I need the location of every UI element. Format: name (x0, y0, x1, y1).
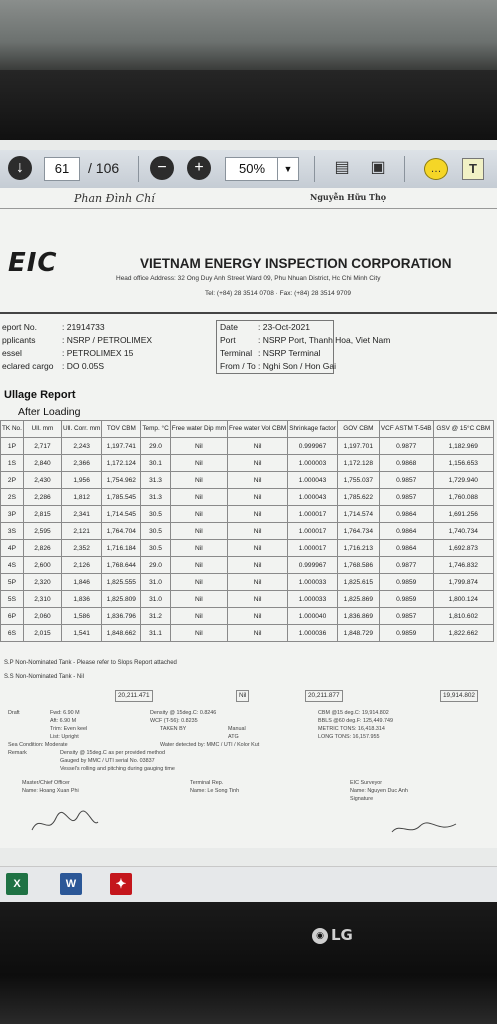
column-header: GSV @ 15°C CBM (433, 421, 493, 438)
table-cell: Nil (228, 591, 288, 608)
table-cell: 0.9859 (379, 591, 433, 608)
signature-label: Signature (350, 796, 374, 802)
table-cell: 2,286 (23, 489, 61, 506)
table-cell: Nil (170, 625, 227, 642)
table-cell: Nil (170, 506, 227, 523)
table-cell: 1,836.869 (337, 608, 379, 625)
table-cell: 1,825.809 (102, 591, 141, 608)
table-cell: 1,691.256 (433, 506, 493, 523)
table-cell: 0.9857 (379, 472, 433, 489)
table-cell: Nil (170, 523, 227, 540)
table-cell: 1,729.940 (433, 472, 493, 489)
table-cell: Nil (170, 608, 227, 625)
table-cell: 5P (1, 574, 24, 591)
water-detected: Water detected by: MMC / UTI / Kolor Kut (160, 742, 260, 748)
zoom-level-input[interactable]: 50% (225, 157, 279, 181)
table-cell: 1,197.701 (337, 438, 379, 455)
table-cell: 30.1 (141, 455, 170, 472)
monitor-bezel-bottom (0, 902, 497, 1024)
column-header: Free water Dip mm (170, 421, 227, 438)
table-cell: 1.000033 (288, 574, 338, 591)
gauged-note: Gauged by MMC / UTI serial No. 03837 (60, 758, 155, 764)
table-cell: 2,815 (23, 506, 61, 523)
table-cell: 31.3 (141, 489, 170, 506)
bbls-total: BBLS @60 deg.F: 125,449.749 (318, 718, 394, 724)
table-cell: 1,956 (62, 472, 102, 489)
table-cell: 1,764.704 (102, 523, 141, 540)
table-cell: 2,060 (23, 608, 61, 625)
surveyor-signature-scribble (390, 818, 460, 838)
table-cell: 1,768.644 (102, 557, 141, 574)
page-break (0, 208, 497, 209)
table-cell: 1.000043 (288, 472, 338, 489)
table-cell: Nil (170, 455, 227, 472)
total-gov: 20,211.877 (305, 690, 343, 702)
table-cell: Nil (170, 489, 227, 506)
ullage-table (0, 420, 494, 642)
table-cell: Nil (228, 540, 288, 557)
sea-condition: Sea Condition: Moderate (8, 742, 68, 748)
table-cell: 1,714.545 (102, 506, 141, 523)
fit-width-icon[interactable]: ▣ (370, 159, 386, 176)
table-cell: 0.999967 (288, 438, 338, 455)
table-cell: 2S (1, 489, 24, 506)
table-cell: Nil (170, 472, 227, 489)
page-number-input[interactable]: 61 (44, 157, 80, 181)
table-cell: 30.5 (141, 506, 170, 523)
table-cell: Nil (228, 472, 288, 489)
total-tov: 20,211.471 (115, 690, 153, 702)
table-cell: 1,822.662 (433, 625, 493, 642)
table-cell: 2,352 (62, 540, 102, 557)
taskbar (0, 866, 497, 903)
table-cell: 31.0 (141, 591, 170, 608)
date-label: Date (220, 322, 238, 332)
table-cell: Nil (170, 557, 227, 574)
table-cell: 2,243 (62, 438, 102, 455)
table-cell: 29.0 (141, 557, 170, 574)
word-icon[interactable]: W (60, 873, 82, 895)
table-cell: 0.9864 (379, 523, 433, 540)
column-header: TK No. (1, 421, 24, 438)
table-cell: Nil (170, 591, 227, 608)
long-tons: LONG TONS: 16,157.955 (318, 734, 380, 740)
table-cell: 6P (1, 608, 24, 625)
column-header: Temp. °C (141, 421, 170, 438)
table-cell: 1.000017 (288, 540, 338, 557)
table-cell: 0.9877 (379, 557, 433, 574)
table-cell: Nil (228, 557, 288, 574)
surveyor-label: EIC Surveyor (350, 780, 383, 786)
metric-tons: METRIC TONS: 16,418.314 (318, 726, 385, 732)
column-header: Ull. mm (23, 421, 61, 438)
master-signature-scribble (30, 808, 100, 838)
report-no-label: eport No. (2, 322, 37, 332)
table-cell: 0.9868 (379, 455, 433, 472)
table-cell: 6S (1, 625, 24, 642)
from-to-label: From / To (220, 361, 256, 371)
master-label: Master/Chief Officer (22, 780, 70, 786)
table-cell: 2,366 (62, 455, 102, 472)
cargo-label: eclared cargo (2, 361, 54, 371)
from-to: : Nghi Son / Hon Gai (258, 361, 336, 371)
table-cell: 1.000017 (288, 506, 338, 523)
sign-icon[interactable]: T (462, 158, 484, 180)
density: Density @ 15deg.C: 0.8246 (150, 710, 217, 716)
trim: Trim: Even keel (50, 726, 88, 732)
table-cell: 30.5 (141, 540, 170, 557)
arrow-down-icon[interactable]: ↓ (8, 156, 32, 180)
table-cell: 1,760.088 (433, 489, 493, 506)
table-row (1, 608, 494, 625)
table-cell: 0.9864 (379, 540, 433, 557)
table-cell: 2,121 (62, 523, 102, 540)
table-cell: 1,800.124 (433, 591, 493, 608)
master-name: Name: Hoang Xuan Phi (22, 788, 79, 794)
table-cell: 1,785.622 (337, 489, 379, 506)
dropdown-icon[interactable]: ▼ (277, 157, 299, 181)
lg-brand-logo (312, 926, 353, 944)
table-cell: 2,595 (23, 523, 61, 540)
table-cell: 2,826 (23, 540, 61, 557)
draft-fwd: Fwd: 6.90 M (50, 710, 80, 716)
table-row (1, 591, 494, 608)
surveyor-name: Name: Nguyen Duc Anh (350, 788, 408, 794)
table-cell: 1,825.555 (102, 574, 141, 591)
table-cell: 2,015 (23, 625, 61, 642)
table-cell: 1,825.615 (337, 574, 379, 591)
table-cell: 31.1 (141, 625, 170, 642)
table-row (1, 574, 494, 591)
total-free-water: Nil (236, 690, 249, 702)
toolbar-divider (138, 156, 139, 182)
table-cell: 1,172.124 (102, 455, 141, 472)
table-cell: 3P (1, 506, 24, 523)
comment-icon[interactable]: … (424, 158, 448, 180)
table-cell: 5S (1, 591, 24, 608)
table-cell: 0.999967 (288, 557, 338, 574)
port-label: Port (220, 335, 236, 345)
wcf: WCF (T-56): 0.8235 (150, 718, 198, 724)
draft-label: Draft (8, 710, 20, 716)
table-cell: Nil (228, 455, 288, 472)
table-cell: 0.9857 (379, 608, 433, 625)
table-cell: 1,799.874 (433, 574, 493, 591)
table-row (1, 540, 494, 557)
table-cell: 1,836.796 (102, 608, 141, 625)
table-cell: 1,586 (62, 608, 102, 625)
table-cell: 1.000036 (288, 625, 338, 642)
table-cell: 1,785.545 (102, 489, 141, 506)
table-cell: 31.2 (141, 608, 170, 625)
port: : NSRP Port, Thanh Hoa, Viet Nam (258, 335, 391, 345)
vessel: : PETROLIMEX 15 (62, 348, 134, 358)
company-name: VIETNAM ENERGY INSPECTION CORPORATION (140, 256, 452, 271)
table-row (1, 472, 494, 489)
column-header: TOV CBM (102, 421, 141, 438)
excel-icon[interactable]: X (6, 873, 28, 895)
table-cell: 1,692.873 (433, 540, 493, 557)
table-cell: 1,848.662 (102, 625, 141, 642)
table-cell: 1,812 (62, 489, 102, 506)
table-cell: 1S (1, 455, 24, 472)
terminal: : NSRP Terminal (258, 348, 321, 358)
table-cell: 4S (1, 557, 24, 574)
table-cell: 1,746.832 (433, 557, 493, 574)
density-note: Density @ 15deg.C as per provided method (60, 750, 165, 756)
taken-manual: Manual (228, 726, 246, 732)
table-cell: Nil (228, 608, 288, 625)
table-cell: 1,740.734 (433, 523, 493, 540)
column-header: GOV CBM (337, 421, 379, 438)
applicants: : NSRP / PETROLIMEX (62, 335, 153, 345)
page-total: / 106 (88, 160, 120, 176)
lg-brand-text: LG (331, 926, 353, 944)
table-cell: 31.3 (141, 472, 170, 489)
toolbar-divider (404, 156, 405, 182)
table-cell: 1,810.602 (433, 608, 493, 625)
remark-label: Remark (8, 750, 27, 756)
toolbar-divider (314, 156, 315, 182)
report-subtitle: After Loading (18, 406, 81, 418)
table-row (1, 523, 494, 540)
eic-logo: EIC (8, 248, 58, 278)
table-cell: Nil (228, 625, 288, 642)
table-cell: 2P (1, 472, 24, 489)
taken-by: TAKEN BY (160, 726, 187, 732)
table-cell: 0.9857 (379, 489, 433, 506)
table-row (1, 455, 494, 472)
company-address: Head office Address: 32 Ong Duy Anh Street Ward 09, Phu Nhuan District, Hc Chi Minh City (116, 275, 381, 282)
table-cell: 2,717 (23, 438, 61, 455)
table-cell: 1,182.969 (433, 438, 493, 455)
monitor-bezel-top (0, 70, 497, 140)
table-cell: 0.9864 (379, 506, 433, 523)
date: : 23-Oct-2021 (258, 322, 310, 332)
table-cell: 1,836 (62, 591, 102, 608)
table-cell: 1,172.128 (337, 455, 379, 472)
terminal-rep-name: Name: Le Song Tinh (190, 788, 240, 794)
table-cell: 30.5 (141, 523, 170, 540)
table-row (1, 625, 494, 642)
cbm-total: CBM @15 deg.C: 19,914.802 (318, 710, 389, 716)
table-cell: 2,840 (23, 455, 61, 472)
pdf-page (0, 188, 497, 848)
lg-circle-icon: ◉ (312, 928, 328, 944)
signature-left: Phan Đình Chí (74, 192, 155, 205)
table-cell: 1P (1, 438, 24, 455)
vessel-label: essel (2, 348, 22, 358)
company-phone: Tel: (+84) 28 3514 0708 · Fax: (+84) 28 3514 9709 (205, 290, 351, 297)
applicants-label: pplicants (2, 335, 36, 345)
table-row (1, 438, 494, 455)
table-cell: 1,754.962 (102, 472, 141, 489)
table-cell: 1,714.574 (337, 506, 379, 523)
zoom-out-icon[interactable]: − (150, 156, 174, 180)
table-cell: 1.000033 (288, 591, 338, 608)
table-cell: Nil (228, 523, 288, 540)
table-cell: Nil (170, 438, 227, 455)
table-cell: Nil (228, 506, 288, 523)
terminal-label: Terminal (220, 348, 253, 358)
table-cell: Nil (228, 574, 288, 591)
table-cell: Nil (228, 438, 288, 455)
terminal-rep-label: Terminal Rep. (190, 780, 224, 786)
table-cell: 1.000003 (288, 455, 338, 472)
column-header: Shrinkage factor (288, 421, 338, 438)
report-title: Ullage Report (4, 389, 76, 401)
table-cell: 2,320 (23, 574, 61, 591)
vessel-note: Vessel's rolling and pitching during gauging time (60, 766, 175, 772)
table-cell: 29.0 (141, 438, 170, 455)
table-cell: 3S (1, 523, 24, 540)
table-cell: 2,600 (23, 557, 61, 574)
table-cell: Nil (170, 540, 227, 557)
table-cell: 31.0 (141, 574, 170, 591)
table-cell: 1.000043 (288, 489, 338, 506)
table-row (1, 489, 494, 506)
column-header: Free water Vol CBM (228, 421, 288, 438)
table-cell: 1.000017 (288, 523, 338, 540)
note-slop-port: S.P Non-Nominated Tank - Please refer to Slops Report attached (4, 660, 177, 666)
zoom-in-icon[interactable]: + (187, 156, 211, 180)
table-cell: 0.9859 (379, 574, 433, 591)
note-slop-stbd: S.S Non-Nominated Tank - Nil (4, 674, 84, 680)
table-cell: 1,846 (62, 574, 102, 591)
table-cell: 1,716.213 (337, 540, 379, 557)
pdf-toolbar (0, 150, 497, 189)
table-cell: 1,716.184 (102, 540, 141, 557)
table-row (1, 506, 494, 523)
table-cell: 1,764.734 (337, 523, 379, 540)
table-cell: 0.9877 (379, 438, 433, 455)
report-no: : 21914733 (62, 322, 105, 332)
background-wall (0, 0, 497, 70)
column-header: VCF ASTM T-54B (379, 421, 433, 438)
table-header-row (1, 421, 494, 438)
table-cell: 1,768.586 (337, 557, 379, 574)
table-cell: 2,126 (62, 557, 102, 574)
table-cell: 1.000040 (288, 608, 338, 625)
table-cell: 2,341 (62, 506, 102, 523)
signature-right: Nguyễn Hữu Thọ (310, 192, 387, 202)
draft-aft: Aft: 6.90 M (50, 718, 77, 724)
table-cell: 1,825.869 (337, 591, 379, 608)
table-row (1, 557, 494, 574)
table-cell: 2,310 (23, 591, 61, 608)
table-cell: Nil (228, 489, 288, 506)
table-cell: Nil (170, 574, 227, 591)
table-cell: 4P (1, 540, 24, 557)
pdf-reader-icon[interactable]: ✦ (110, 873, 132, 895)
header-rule (0, 312, 497, 314)
table-cell: 1,156.653 (433, 455, 493, 472)
table-cell: 1,755.037 (337, 472, 379, 489)
table-cell: 1,197.741 (102, 438, 141, 455)
total-gsv: 19,914.802 (440, 690, 478, 702)
table-cell: 0.9859 (379, 625, 433, 642)
table-cell: 2,430 (23, 472, 61, 489)
fit-page-icon[interactable]: ▤ (334, 159, 350, 176)
table-cell: 1,541 (62, 625, 102, 642)
list: List: Upright (50, 734, 79, 740)
cargo: : DO 0.05S (62, 361, 105, 371)
column-header: Ull. Corr. mm (62, 421, 102, 438)
taken-atg: ATG (228, 734, 239, 740)
table-cell: 1,848.729 (337, 625, 379, 642)
